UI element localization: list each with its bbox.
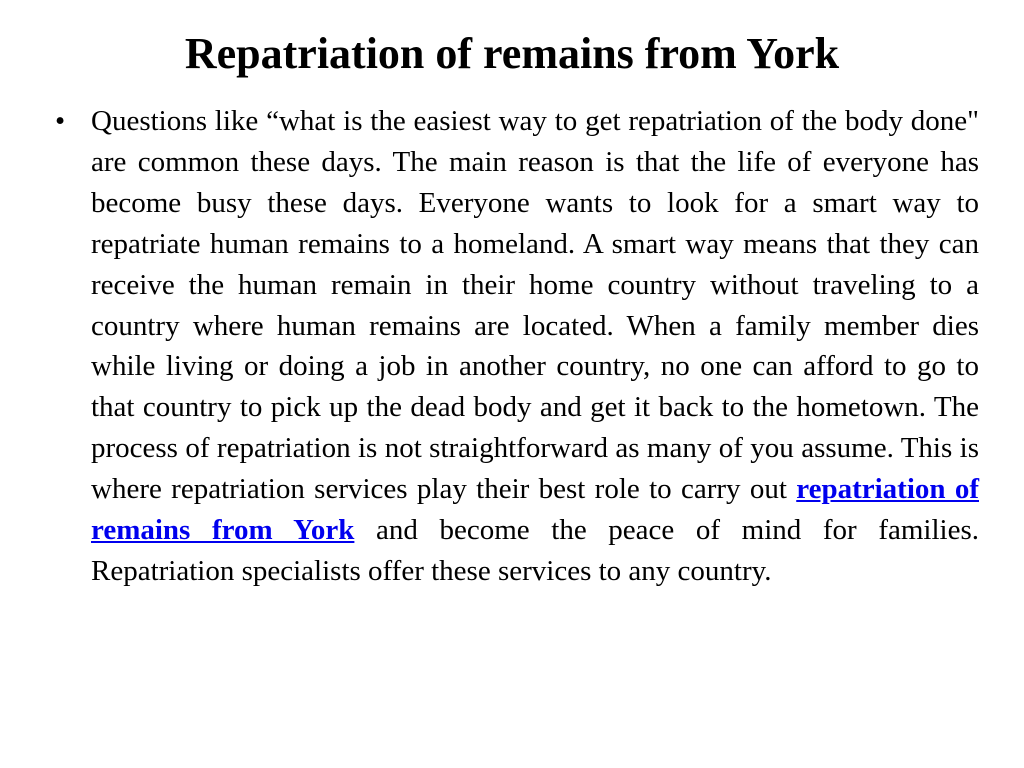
paragraph-text-before-link: Questions like “what is the easiest way to get repatriation of the body done" are common these days. The main reason is that the life of everyone has become busy these days. Everyone wants to look for a smart way to repatriate human remains to a homeland. A smart way means that they can receive the human remain in their home country without traveling to a country where human remains are located. When a family member dies while living or doing a job in another country, no one can afford to go to that country to pick up the dead body and get it back to the hometown. The process of repatriation is not straightforward as many of you assume. This is where repatriation services play their best role to carry out	[91, 105, 979, 506]
bullet-item	[0, 101, 1024, 592]
paragraph-text-after-link: and become the peace of mind for families. Repatriation specialists offer these services to any country.	[91, 514, 979, 587]
bullet-list	[0, 101, 1024, 592]
repatriation-link[interactable]: repatriation of remains from York	[91, 473, 979, 547]
bullet-marker: •	[55, 105, 66, 137]
slide-title: Repatriation of remains from York	[184, 29, 840, 78]
